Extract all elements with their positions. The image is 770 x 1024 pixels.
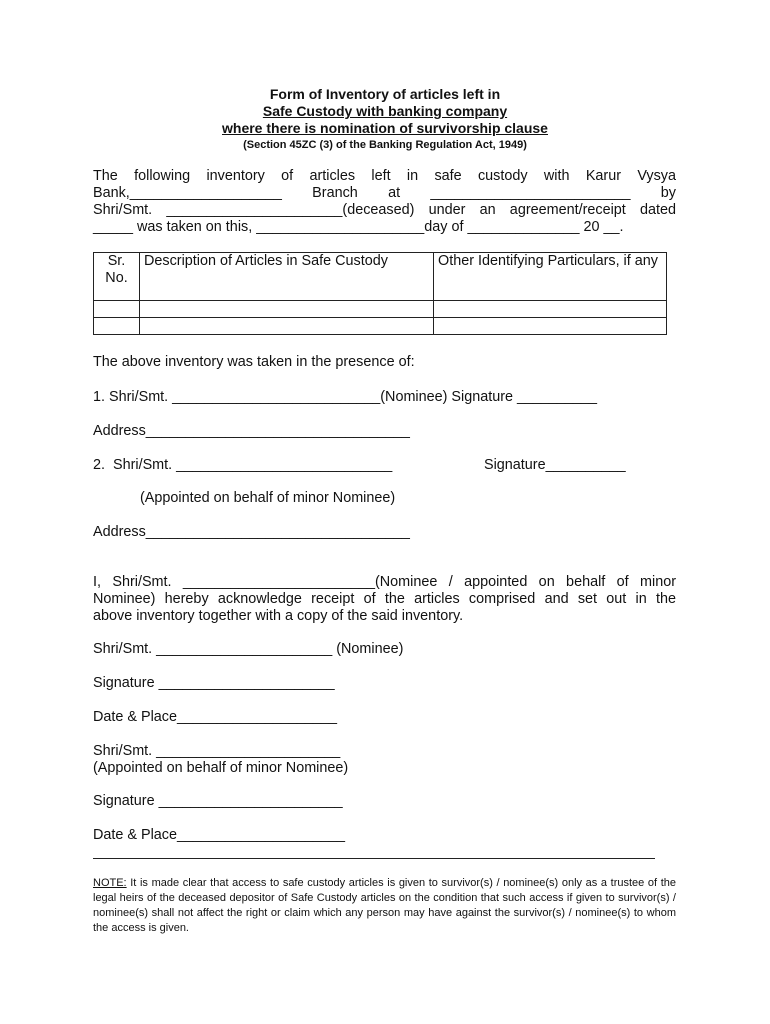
nominee-1-line: 1. Shri/Smt. __________________________(Nominee) Signature __________ [93,389,598,405]
signature-line-1: Signature ______________________ [93,675,335,691]
form-title-block [0,86,770,153]
header-description: Description of Articles in Safe Custody [140,253,434,301]
table-row [94,301,667,318]
appointed-name-line: Shri/Smt. _______________________ [93,743,341,759]
nominee-name-line: Shri/Smt. ______________________ (Nominee) [93,641,404,657]
acknowledge-paragraph [93,574,676,625]
signature-line-2: Signature _______________________ [93,793,343,809]
table-cell [434,301,667,318]
date-place-line-2: Date & Place_____________________ [93,827,346,843]
note-paragraph [93,876,676,936]
intro-line-3: Shri/Smt. ______________________(deceased) under an agreement/receipt dated [93,202,676,218]
appointed-minor-line: (Appointed on behalf of minor Nominee) [140,490,396,506]
intro-line-1: The following inventory of articles left in safe custody with Karur Vysya [93,168,676,184]
date-place-line-1: Date & Place____________________ [93,709,338,725]
signature-2-line: Signature__________ [484,457,626,473]
table-cell [94,318,140,335]
inventory-table [93,252,667,335]
form-subtitle: (Section 45ZC (3) of the Banking Regulation Act, 1949) [243,139,527,151]
table-header-row [94,253,667,301]
acknowledge-line-3: above inventory together with a copy of the said inventory. [93,608,464,624]
intro-line-2: Bank,___________________ Branch at _________________________ by [93,185,676,201]
intro-paragraph [93,168,676,236]
note-label: NOTE: [93,877,127,889]
presence-heading: The above inventory was taken in the presence of: [93,354,415,370]
table-cell [140,301,434,318]
form-title-line1: Form of Inventory of articles left in [269,86,501,102]
intro-line-4: _____ was taken on this, _____________________day of ______________ 20 __. [93,219,624,235]
table-cell [434,318,667,335]
acknowledge-line-2: Nominee) hereby acknowledge receipt of the articles comprised and set out in the [93,591,676,607]
address-2-line: Address_________________________________ [93,524,410,540]
note-text: It is made clear that access to safe custody articles is given to survivor(s) / nominee(s) only as a trustee of the legal heirs of the deceased depositor of Safe Custody articles on the condition that such access if given to survivor(s) / nominee(s) shall not affect the right or claim which any person may have against the survivor(s) / nominee(s) to whom the access is given. [93,877,676,934]
nominee-2-line: 2. Shri/Smt. ___________________________ [93,457,393,473]
acknowledge-line-1: I, Shri/Smt. ________________________(Nominee / appointed on behalf of minor [93,574,676,590]
header-particulars: Other Identifying Particulars, if any [434,253,667,301]
header-sr-no: Sr. No. [94,253,140,301]
form-title-line2: Safe Custody with banking company [262,103,508,119]
table-cell [140,318,434,335]
table-cell [94,301,140,318]
appointed-minor-line-2: (Appointed on behalf of minor Nominee) [93,760,349,776]
separator-rule [93,858,655,859]
form-title-line3: where there is nomination of survivorship clause [222,120,548,136]
address-1-line: Address_________________________________ [93,423,410,439]
table-row [94,318,667,335]
